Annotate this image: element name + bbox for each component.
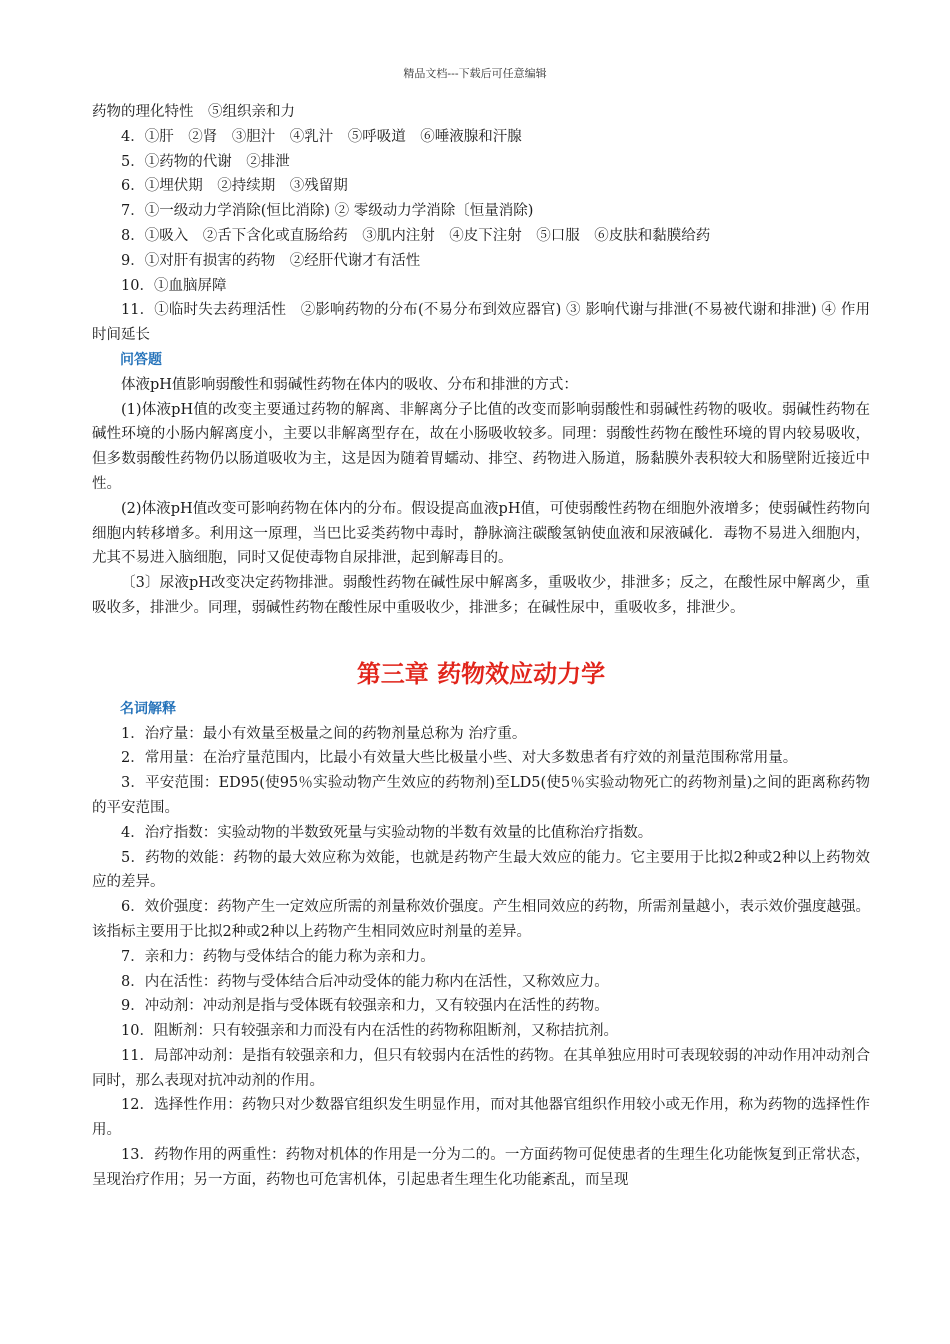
term-item: 13．药物作用的两重性：药物对机体的作用是一分为二的。一方面药物可促使患者的生理生化功能恢复到正常状态，呈现治疗作用；另一方面，药物也可危害机体，引起患者生理生化功能紊乱，而呈现	[92, 1147, 870, 1188]
term-item: 8．内在活性：药物与受体结合后冲动受体的能力称内在活性，又称效应力。	[121, 973, 609, 990]
section-heading-terms: 名词解释	[120, 700, 176, 717]
answer-line: 4．①肝 ②肾 ③胆汁 ④乳汁 ⑤呼吸道 ⑥唾液腺和汗腺	[121, 128, 522, 145]
qa-paragraph: 〔3〕尿液pH改变决定药物排泄。弱酸性药物在碱性尿中解离多，重吸收少，排泄多；反之，在酸性尿中解离少，重吸收多，排泄少。同理，弱碱性药物在酸性尿中重吸收少，排泄多；在碱性尿中，重吸收多，排泄少。	[92, 575, 870, 616]
answer-line: 5．①药物的代谢 ②排泄	[121, 153, 290, 170]
term-item: 9．冲动剂：冲动剂是指与受体既有较强亲和力，又有较强内在活性的药物。	[121, 998, 609, 1015]
page-header: 精品文档---下载后可任意编辑	[403, 67, 547, 80]
term-item: 5．药物的效能：药物的最大效应称为效能，也就是药物产生最大效应的能力。它主要用于比拟2种或2种以上药物效应的差异。	[92, 849, 870, 891]
answer-line: 11．①临时失去药理活性 ②影响药物的分布(不易分布到效应器官) ③ 影响代谢与排泄(不易被代谢和排泄) ④ 作用时间延长	[92, 302, 870, 344]
answer-line: 药物的理化特性 ⑤组织亲和力	[92, 104, 295, 120]
qa-paragraph: (2)体液pH值改变可影响药物在体内的分布。假设提高血液pH值，可使弱酸性药物在细胞外液增多；使弱碱性药物向细胞内转移增多。利用这一原理，当巴比妥类药物中毒时，静脉滴注碳酸氢钠使血液和尿液碱化．毒物不易进入细胞内，尤其不易进入脑细胞，同时又促使毒物自尿排泄，起到解毒目的。	[92, 500, 870, 567]
term-item: 1．治疗量：最小有效量至极量之间的药物剂量总称为 治疗重。	[121, 725, 527, 742]
chapter-title: 第三章 药物效应动力学	[356, 658, 606, 688]
answer-line: 10．①血脑屏障	[121, 277, 227, 294]
term-item: 7．亲和力：药物与受体结合的能力称为亲和力。	[121, 948, 435, 965]
section-heading-qa: 问答题	[120, 351, 162, 368]
term-item: 4．治疗指数：实验动物的半数致死量与实验动物的半数有效量的比值称治疗指数。	[121, 824, 653, 841]
term-item: 3．平安范围：ED95(使95％实验动物产生效应的药物剂)至LD5(使5％实验动物死亡的药物剂量)之间的距离称药物的平安范围。	[92, 775, 870, 816]
term-item: 11．局部冲动剂：是指有较强亲和力，但只有较弱内在活性的药物。在其单独应用时可表现较弱的冲动作用冲动剂合同时，那么表现对抗冲动剂的作用。	[92, 1047, 870, 1089]
answer-line: 9．①对肝有损害的药物 ②经肝代谢才有活性	[121, 252, 421, 269]
qa-intro: 体液pH值影响弱酸性和弱碱性药物在体内的吸收、分布和排泄的方式：	[121, 376, 578, 393]
document-body	[92, 100, 870, 1193]
answer-line: 8．①吸入 ②舌下含化或直肠给药 ③肌内注射 ④皮下注射 ⑤口服 ⑥皮肤和黏膜给药	[121, 227, 711, 244]
term-item: 6．效价强度：药物产生一定效应所需的剂量称效价强度。产生相同效应的药物，所需剂量越小，表示效价强度越强。该指标主要用于比拟2种或2种以上药物产生相同效应时剂量的差异。	[92, 899, 870, 940]
term-item: 10．阻断剂：只有较强亲和力而没有内在活性的药物称阻断剂，又称拮抗剂。	[121, 1023, 618, 1040]
term-item: 2．常用量：在治疗量范围内，比最小有效量大些比极量小些、对大多数患者有疗效的剂量范围称常用量。	[121, 750, 798, 767]
answer-line: 7．①一级动力学消除(恒比消除) ② 零级动力学消除〔恒量消除)	[121, 203, 534, 220]
term-item: 12．选择性作用：药物只对少数器官组织发生明显作用，而对其他器官组织作用较小或无作用，称为药物的选择性作用。	[92, 1097, 870, 1139]
qa-paragraph: (1)体液pH值的改变主要通过药物的解离、非解离分子比值的改变而影响弱酸性和弱碱性药物的吸收。弱碱性药物在碱性环境的小肠内解离度小，主要以非解离型存在，故在小肠吸收较多。同理：弱酸性药物在酸性环境的胃内较易吸收，但多数弱酸性药物仍以肠道吸收为主，这是因为随着胃蠕动、排空、药物进入肠道，肠黏膜外表积较大和肠壁附近接近中性。	[92, 401, 870, 492]
answer-line: 6．①埋伏期 ②持续期 ③残留期	[121, 178, 348, 195]
